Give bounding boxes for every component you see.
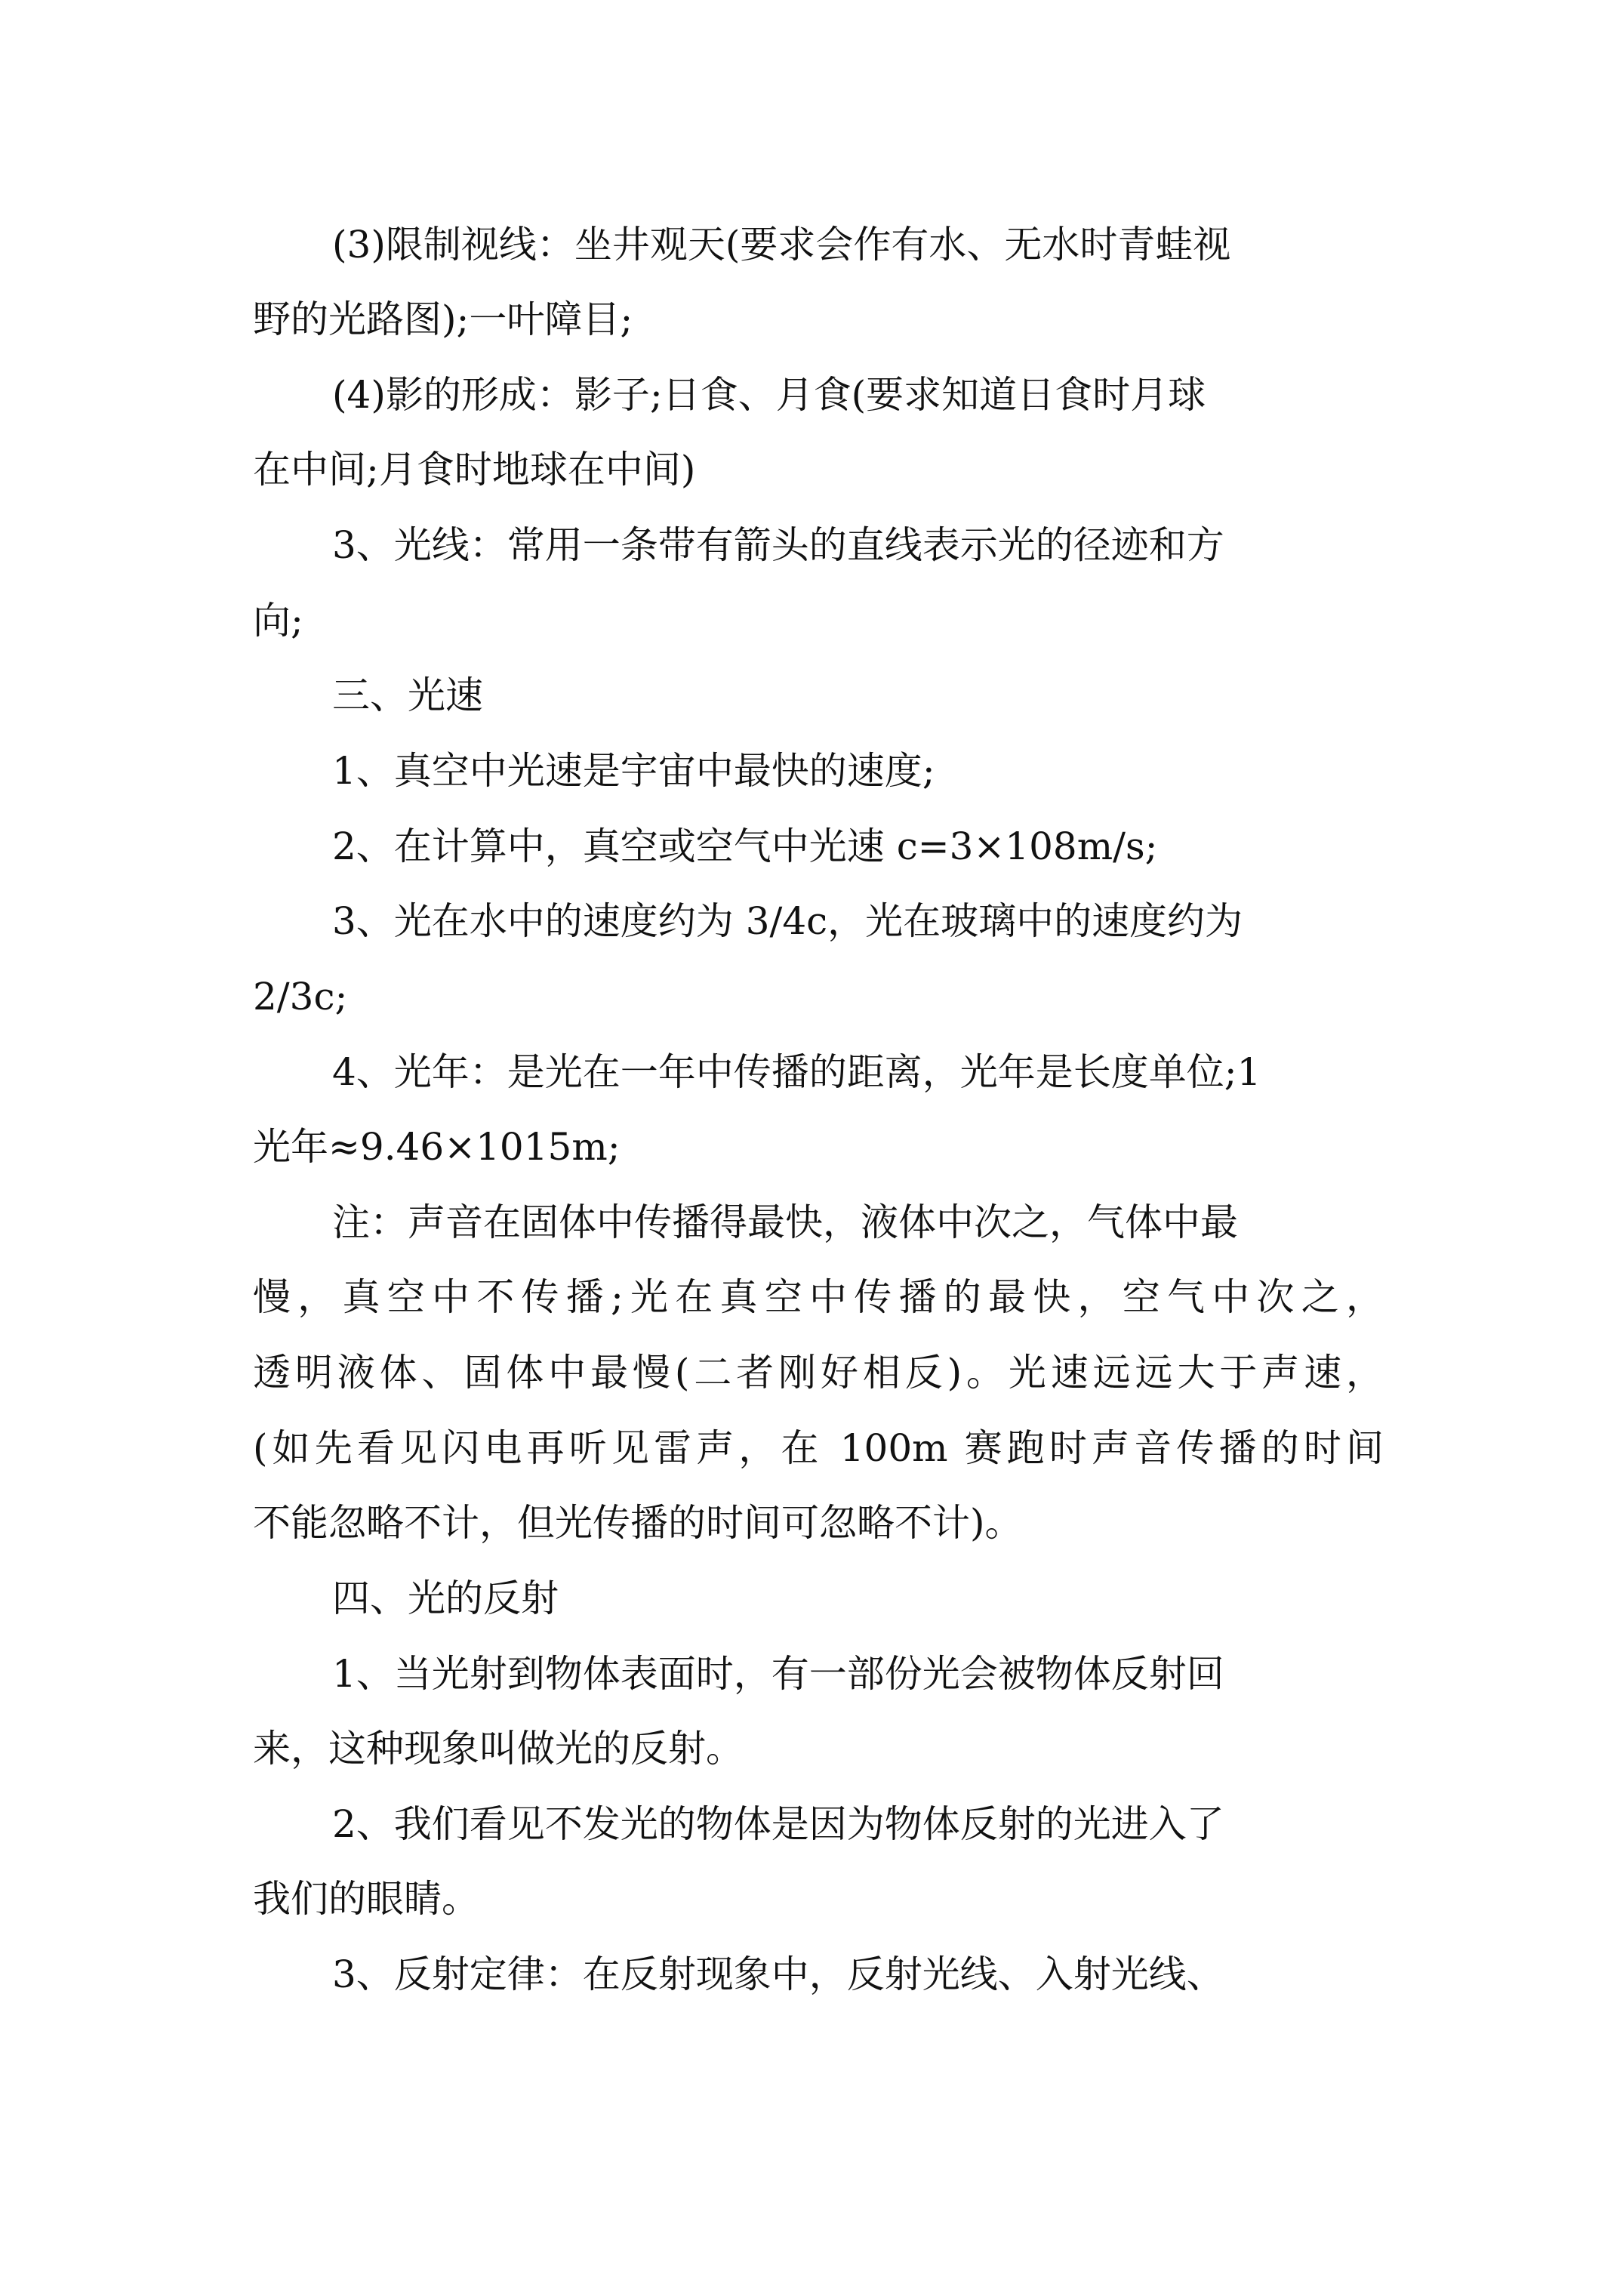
line-text: 在中间;月食时地球在中间) xyxy=(253,448,696,492)
text-line xyxy=(0,282,1623,357)
line-text: 透明液体、固体中最慢(二者刚好相反)。光速远远大于声速， xyxy=(253,1351,1384,1395)
text-line xyxy=(0,583,1623,658)
line-text: 光年≈9.46×1015m; xyxy=(253,1125,621,1169)
text-line xyxy=(0,1109,1623,1185)
text-line xyxy=(0,1485,1623,1561)
line-text: 3、反射定律：在反射现象中，反射光线、入射光线、 xyxy=(332,1952,1224,1996)
line-text: 来，这种现象叫做光的反射。 xyxy=(253,1727,744,1771)
line-text: 不能忽略不计，但光传播的时间可忽略不计)。 xyxy=(253,1501,1023,1545)
text-line xyxy=(0,357,1623,433)
text-line xyxy=(0,1636,1623,1712)
line-text: 2/3c; xyxy=(253,975,348,1019)
text-line xyxy=(0,1259,1623,1335)
text-line xyxy=(0,1786,1623,1862)
line-text: (4)影的形成：影子;日食、月食(要求知道日食时月球 xyxy=(332,373,1206,417)
line-text: 4、光年：是光在一年中传播的距离，光年是长度单位;1 xyxy=(332,1050,1261,1094)
line-text: (如先看见闪电再听见雷声，在 100m 赛跑时声音传播的时间 xyxy=(253,1426,1384,1470)
heading-text: 四、光的反射 xyxy=(332,1576,559,1620)
text-line xyxy=(0,1410,1623,1486)
line-text: 1、真空中光速是宇宙中最快的速度; xyxy=(332,749,935,793)
line-text: (3)限制视线：坐井观天(要求会作有水、无水时青蛙视 xyxy=(332,223,1231,267)
section-heading xyxy=(0,658,1623,733)
text-line xyxy=(0,1185,1623,1260)
text-line xyxy=(0,733,1623,809)
text-line xyxy=(0,1034,1623,1110)
line-text: 向; xyxy=(253,599,303,643)
line-text: 2、我们看见不发光的物体是因为物体反射的光进入了 xyxy=(332,1802,1224,1846)
line-text: 3、光线：常用一条带有箭头的直线表示光的径迹和方 xyxy=(332,523,1224,567)
text-line xyxy=(0,432,1623,507)
line-text: 慢，真空中不传播;光在真空中传播的最快，空气中次之， xyxy=(253,1275,1384,1319)
line-text: 2、在计算中，真空或空气中光速 c=3×108m/s; xyxy=(332,824,1158,868)
line-text: 1、当光射到物体表面时，有一部份光会被物体反射回 xyxy=(332,1652,1224,1696)
section-heading xyxy=(0,1561,1623,1636)
text-line xyxy=(0,883,1623,959)
text-line xyxy=(0,1335,1623,1410)
text-line xyxy=(0,809,1623,884)
text-line xyxy=(0,1937,1623,2012)
text-line xyxy=(0,507,1623,583)
line-text: 注：声音在固体中传播得最快，液体中次之，气体中最 xyxy=(332,1200,1238,1244)
line-text: 3、光在水中的速度约为 3/4c，光在玻璃中的速度约为 xyxy=(332,899,1243,943)
text-line xyxy=(0,959,1623,1034)
text-line xyxy=(0,207,1623,282)
heading-text: 三、光速 xyxy=(332,673,483,717)
text-line xyxy=(0,1711,1623,1786)
text-line xyxy=(0,1861,1623,1937)
line-text: 我们的眼睛。 xyxy=(253,1877,479,1921)
line-text: 野的光路图);一叶障目; xyxy=(253,297,633,341)
